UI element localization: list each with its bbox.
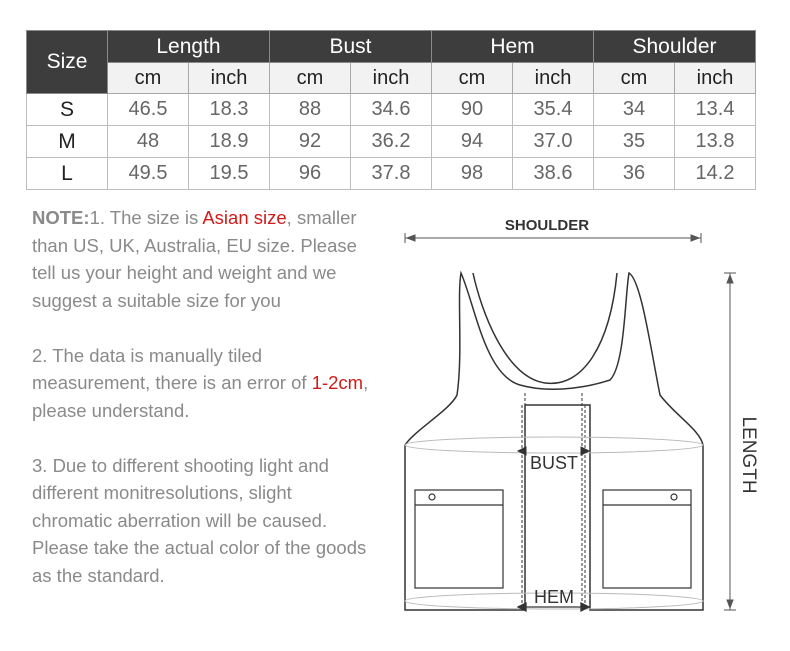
group-header-bust: Bust [270,31,432,63]
size-label: S [27,94,108,126]
measurement-cell: 14.2 [675,158,756,190]
size-label: M [27,126,108,158]
size-header: Size [27,31,108,94]
measurement-cell: 38.6 [513,158,594,190]
measurement-cell: 96 [270,158,351,190]
vest-outline [405,273,703,610]
group-header-shoulder: Shoulder [594,31,756,63]
unit-header-row [27,63,756,94]
table-row [27,94,756,126]
shoulder-arrow [405,233,701,243]
measurement-cell: 18.3 [189,94,270,126]
measurement-cell: 35 [594,126,675,158]
note-2 [32,342,372,425]
table-row [27,126,756,158]
bust-label: BUST [529,453,579,473]
group-header-hem: Hem [432,31,594,63]
unit-header: inch [351,63,432,94]
measurement-cell: 37.0 [513,126,594,158]
unit-header: cm [594,63,675,94]
measurement-cell: 46.5 [108,94,189,126]
measurement-cell: 98 [432,158,513,190]
note-1-text-a: 1. The size is [89,207,203,228]
notes-section [32,204,372,617]
length-label: LENGTH [738,416,759,494]
measurement-cell: 37.8 [351,158,432,190]
asian-size-highlight: Asian size [202,207,287,228]
vest-measurement-diagram [395,205,775,625]
table-body [27,94,756,190]
group-header-length: Length [108,31,270,63]
table-header-row [27,31,756,63]
unit-header: cm [270,63,351,94]
unit-header: inch [513,63,594,94]
measurement-cell: 90 [432,94,513,126]
unit-header: inch [189,63,270,94]
size-chart-table [26,30,756,190]
measurement-cell: 18.9 [189,126,270,158]
measurement-cell: 19.5 [189,158,270,190]
size-label: L [27,158,108,190]
measurement-cell: 36.2 [351,126,432,158]
measurement-cell: 88 [270,94,351,126]
unit-header: cm [108,63,189,94]
unit-header: cm [432,63,513,94]
note-3: 3. Due to different shooting light and different monitresolutions, slight chromatic aberration will be caused. Please take the actual color of the goods as the standard. [32,454,367,586]
measurement-cell: 34 [594,94,675,126]
measurement-cell: 36 [594,158,675,190]
hem-label: HEM [534,587,574,607]
measurement-cell: 13.4 [675,94,756,126]
measurement-cell: 35.4 [513,94,594,126]
error-range-highlight: 1-2cm [311,372,364,393]
measurement-cell: 13.8 [675,126,756,158]
unit-header: inch [675,63,756,94]
note-1-text-b: , smaller than US, UK, Australia, EU size. Please tell us your height and weight and we suggest a suitable size for you [32,207,357,311]
length-arrow [724,273,736,610]
measurement-cell: 34.6 [351,94,432,126]
measurement-cell: 92 [270,126,351,158]
note-1 [32,204,372,314]
measurement-cell: 48 [108,126,189,158]
note-2-text-b: , please understand. [32,372,369,421]
note-label: NOTE: [32,207,90,228]
note-2-text-a: 2. The data is manually tiled measurement, there is an error of [32,344,312,393]
measurement-cell: 94 [432,126,513,158]
zipper [522,393,585,608]
measurement-cell: 49.5 [108,158,189,190]
table-row [27,158,756,190]
shoulder-label: SHOULDER [504,217,590,234]
